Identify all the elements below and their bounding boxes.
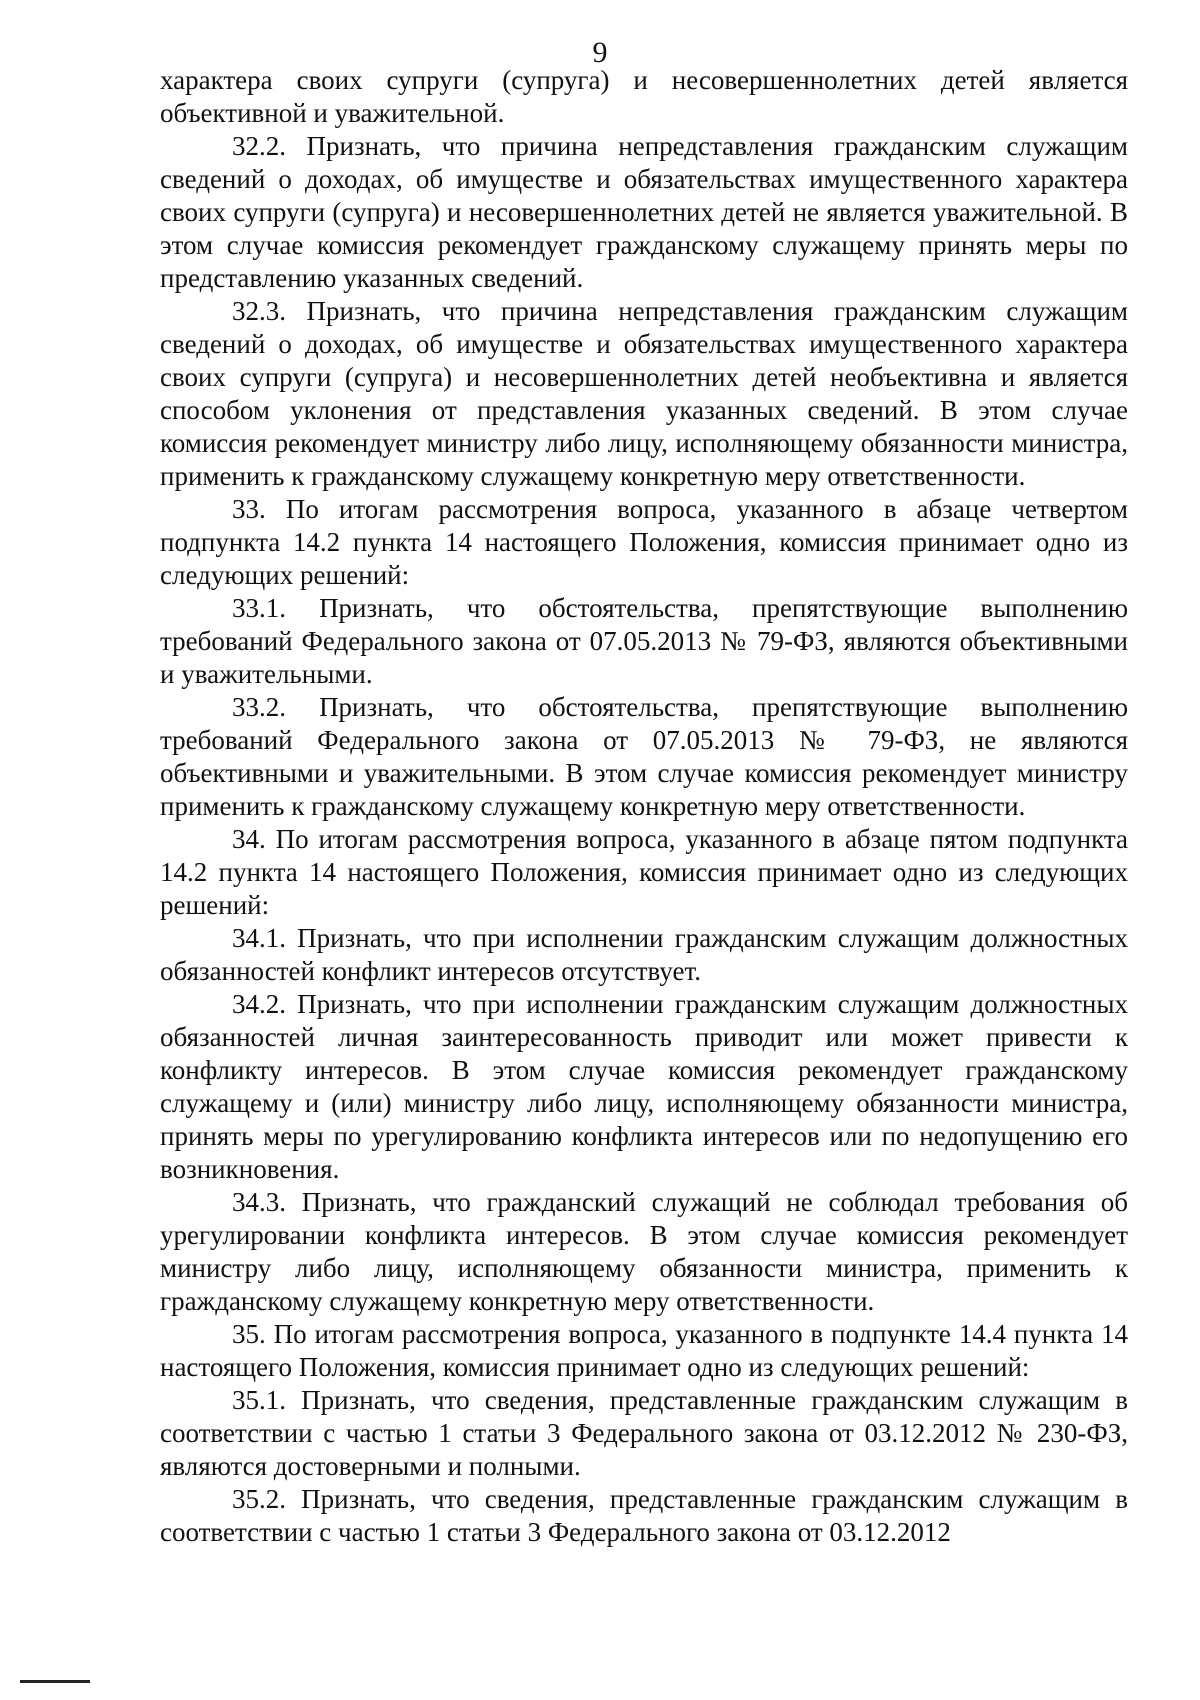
paragraph-32-2: 32.2. Признать, что причина непредставления гражданским служащим сведений о доходах, об имуществе и обязательствах имущественного характера своих супруги (супруга) и несовершеннолетних детей не является уважительной. В этом случае комиссия рекомендует гражданскому служащему принять меры по представлению указанных сведений. <box>160 131 1128 293</box>
paragraph-33-2: 33.2. Признать, что обстоятельства, препятствующие выполнению требований Федерального закона от 07.05.2013 № 79-ФЗ, не являются объективными и уважительными. В этом случае комиссия рекомендует министру применить к гражданскому служащему конкретную меру ответственности. <box>160 692 1128 821</box>
paragraph-32-3: 32.3. Признать, что причина непредставления гражданским служащим сведений о доходах, об имуществе и обязательствах имущественного характера своих супруги (супруга) и несовершеннолетних детей необъективна и является способом уклонения от представления указанных сведений. В этом случае комиссия рекомендует министру либо лицу, исполняющему обязанности министра, применить к гражданскому служащему конкретную меру ответственности. <box>160 296 1128 491</box>
paragraph-continuation: характера своих супруги (супруга) и несовершеннолетних детей является объективной и уважительной. <box>160 65 1128 128</box>
scan-edge-mark <box>20 1680 90 1683</box>
paragraph-34: 34. По итогам рассмотрения вопроса, указанного в абзаце пятом подпункта 14.2 пункта 14 настоящего Положения, комиссия принимает одно из следующих решений: <box>160 824 1128 920</box>
paragraph-34-2: 34.2. Признать, что при исполнении гражданским служащим должностных обязанностей личная заинтересованность приводит или может привести к конфликту интересов. В этом случае комиссия рекомендует гражданскому служащему и (или) министру либо лицу, исполняющему обязанности министра, принять меры по урегулированию конфликта интересов или по недопущению его возникновения. <box>160 989 1128 1184</box>
paragraph-35: 35. По итогам рассмотрения вопроса, указанного в подпункте 14.4 пункта 14 настоящего Положения, комиссия принимает одно из следующих решений: <box>160 1319 1128 1382</box>
paragraph-35-1: 35.1. Признать, что сведения, представленные гражданским служащим в соответствии с частью 1 статьи 3 Федерального закона от 03.12.2012 № 230-ФЗ, являются достоверными и полными. <box>160 1385 1128 1481</box>
paragraph-34-1: 34.1. Признать, что при исполнении гражданским служащим должностных обязанностей конфликт интересов отсутствует. <box>160 923 1128 986</box>
document-body <box>160 64 1128 1549</box>
paragraph-34-3: 34.3. Признать, что гражданский служащий не соблюдал требования об урегулировании конфликта интересов. В этом случае комиссия рекомендует министру либо лицу, исполняющему обязанности министра, применить к гражданскому служащему конкретную меру ответственности. <box>160 1187 1128 1316</box>
page-number: 9 <box>592 36 608 69</box>
paragraph-35-2: 35.2. Признать, что сведения, представленные гражданским служащим в соответствии с частью 1 статьи 3 Федерального закона от 03.12.2012 <box>160 1484 1128 1547</box>
paragraph-33-1: 33.1. Признать, что обстоятельства, препятствующие выполнению требований Федерального закона от 07.05.2013 № 79-ФЗ, являются объективными и уважительными. <box>160 593 1128 689</box>
paragraph-33: 33. По итогам рассмотрения вопроса, указанного в абзаце четвертом подпункта 14.2 пункта 14 настоящего Положения, комиссия принимает одно из следующих решений: <box>160 494 1128 590</box>
